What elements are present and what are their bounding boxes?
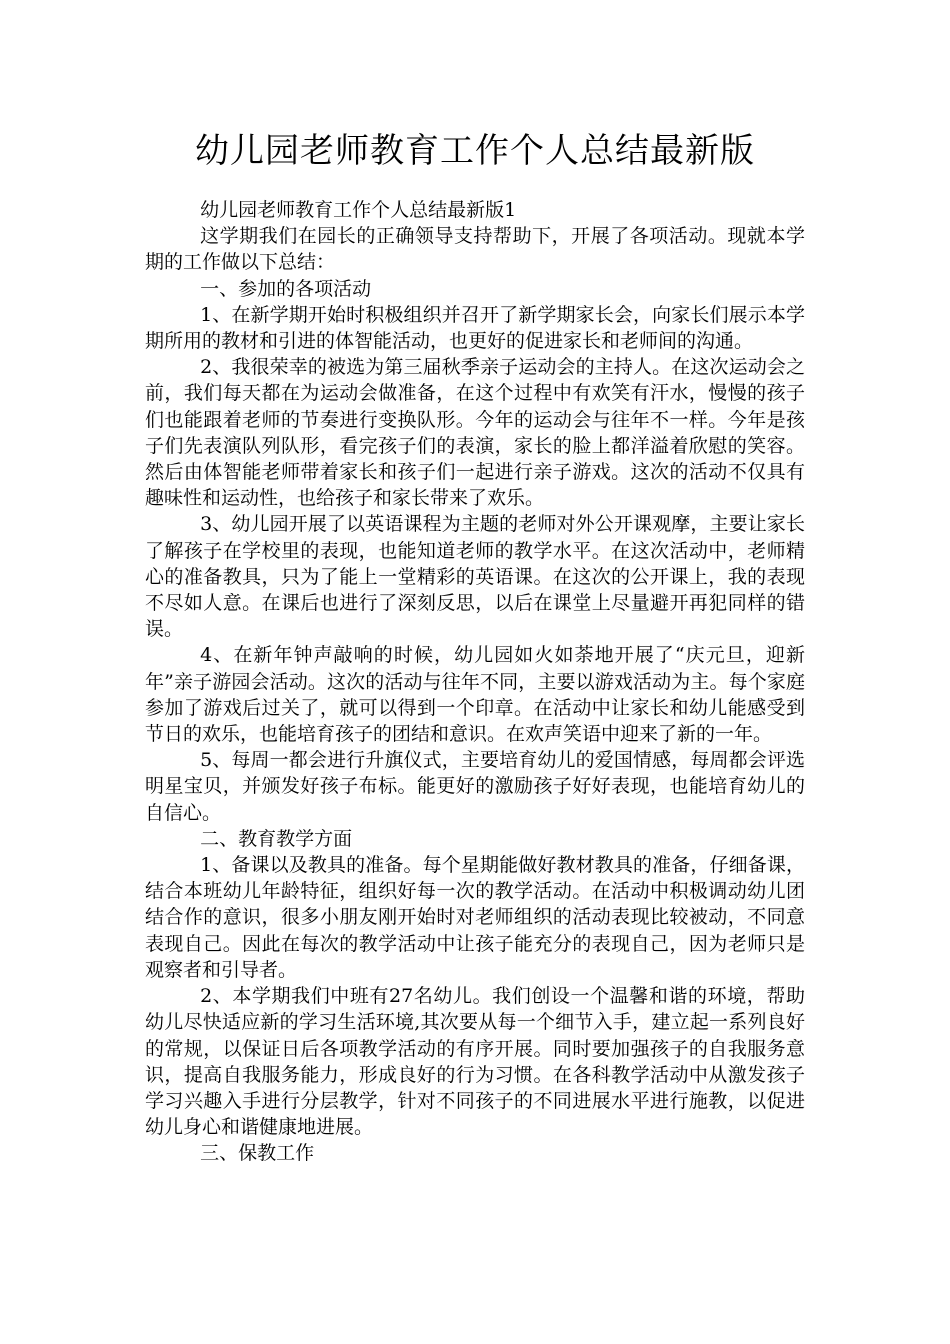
part-heading-care: 三、保教工作 [200, 1142, 315, 1165]
activity-item-5: 5、每周一都会进行升旗仪式，主要培育幼儿的爱国情感，每周都会评选明星宝贝，并颁发好孩子布标。能更好的激励孩子好好表现，也能培育幼儿的自信心。 [145, 749, 805, 824]
activity-item-3: 3、幼儿园开展了以英语课程为主题的老师对外公开课观摩，主要让家长了解孩子在学校里的表现，也能知道老师的教学水平。在这次活动中，老师精心的准备教具，只为了能上一堂精彩的英语课。在这次的公开课上，我的表现不尽如人意。在课后也进行了深刻反思，以后在课堂上尽量避开再犯同样的错误。 [145, 513, 805, 641]
part-heading-activities: 一、参加的各项活动 [200, 277, 372, 300]
teaching-item-2: 2、本学期我们中班有27名幼儿。我们创设一个温馨和谐的环境，帮助幼儿尽快适应新的学习生活环境,其次要从每一个细节入手，建立起一系列良好的常规，以保证日后各项教学活动的有序开展。同时要加强孩子的自我服务意识，提高自我服务能力，形成良好的行为习惯。在各科教学活动中从激发孩子学习兴趣入手进行分层教学，针对不同孩子的不同进展水平进行施教，以促进幼儿身心和谐健康地进展。 [145, 985, 805, 1139]
document-title: 幼儿园老师教育工作个人总结最新版 [195, 131, 755, 171]
document-body [145, 197, 805, 1167]
intro-paragraph: 这学期我们在园长的正确领导支持帮助下，开展了各项活动。现就本学期的工作做以下总结： [145, 225, 805, 274]
activity-item-4: 4、在新年钟声敲响的时候，幼儿园如火如荼地开展了“庆元旦，迎新年”亲子游园会活动。这次的活动与往年不同，主要以游戏活动为主。每个家庭参加了游戏后过关了，就可以得到一个印章。在活动中让家长和幼儿能感受到节日的欢乐，也能培育孩子的团结和意识。在欢声笑语中迎来了新的一年。 [145, 644, 805, 746]
activity-item-2: 2、我很荣幸的被选为第三届秋季亲子运动会的主持人。在这次运动会之前，我们每天都在为运动会做准备，在这个过程中有欢笑有汗水，慢慢的孩子们也能跟着老师的节奏进行变换队形。今年的运动会与往年不一样。今年是孩子们先表演队列队形，看完孩子们的表演，家长的脸上都洋溢着欣慰的笑容。然后由体智能老师带着家长和孩子们一起进行亲子游戏。这次的活动不仅具有趣味性和运动性，也给孩子和家长带来了欢乐。 [145, 356, 805, 510]
teaching-item-1: 1、备课以及教具的准备。每个星期能做好教材教具的准备，仔细备课，结合本班幼儿年龄特征，组织好每一次的教学活动。在活动中积极调动幼儿团结合作的意识，很多小朋友刚开始时对老师组织的活动表现比较被动，不同意表现自己。因此在每次的教学活动中让孩子能充分的表现自己，因为老师只是观察者和引导者。 [145, 854, 805, 981]
section-heading-1: 幼儿园老师教育工作个人总结最新版1 [200, 199, 517, 221]
activity-item-1: 1、在新学期开始时积极组织并召开了新学期家长会，向家长们展示本学期所用的教材和引进的体智能活动，也更好的促进家长和老师间的沟通。 [145, 303, 805, 353]
part-heading-teaching: 二、教育教学方面 [200, 827, 353, 850]
